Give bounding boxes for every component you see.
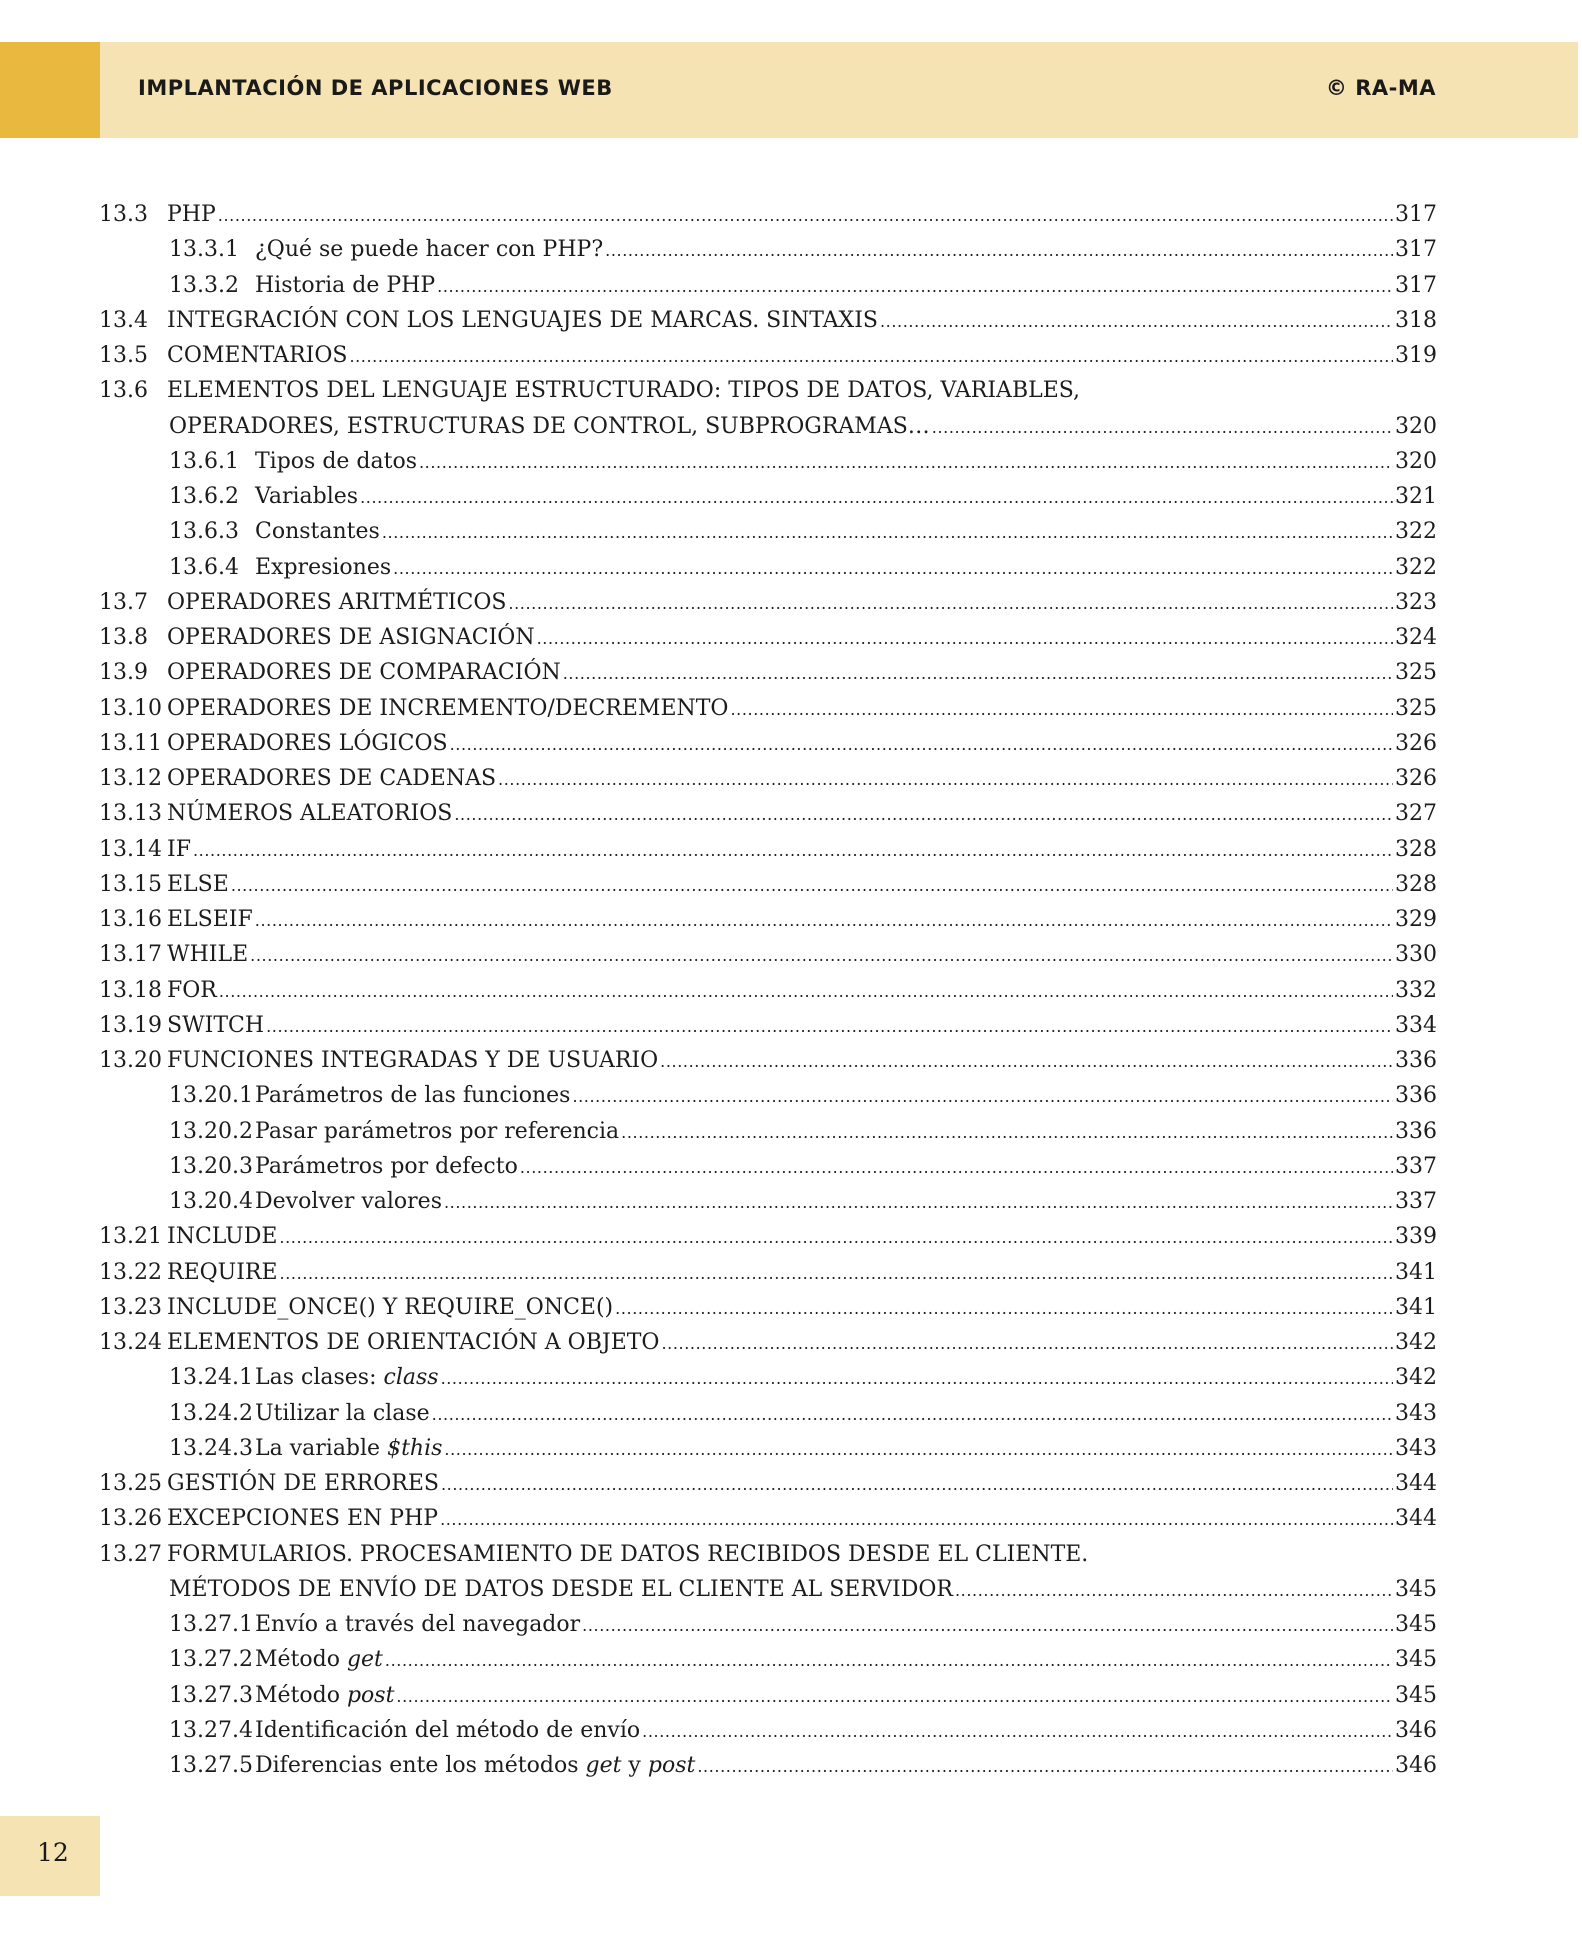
toc-entry-page: 321 — [1395, 484, 1437, 509]
toc-entry-text: Constantes — [255, 519, 380, 545]
toc-entry-text: OPERADORES ARITMÉTICOS — [167, 589, 507, 615]
dot-leader — [393, 550, 1393, 585]
dot-leader — [454, 796, 1393, 831]
toc-entry — [99, 197, 1437, 232]
toc-entry-number: 13.21 — [99, 1224, 162, 1250]
toc-entry-title — [167, 867, 229, 902]
toc-entry-text: INTEGRACIÓN CON LOS LENGUAJES DE MARCAS. SINTAXIS — [167, 307, 878, 333]
toc-entry-page: 345 — [1395, 1612, 1437, 1637]
toc-entry-text: OPERADORES LÓGICOS — [167, 730, 448, 756]
toc-entry-text: La variable — [255, 1435, 388, 1461]
dot-leader — [661, 1325, 1393, 1360]
toc-entry-italic: class — [383, 1365, 439, 1391]
dot-leader — [231, 867, 1393, 902]
toc-entry-page: 339 — [1395, 1224, 1437, 1250]
toc-entry — [99, 1149, 1437, 1184]
toc-entry-italic: get — [346, 1647, 383, 1673]
toc-entry-text: Tipos de datos — [255, 448, 417, 474]
toc-entry-page: 325 — [1395, 695, 1437, 721]
toc-entry-page: 346 — [1395, 1717, 1437, 1743]
dot-leader — [498, 761, 1393, 796]
toc-entry — [99, 1255, 1437, 1290]
toc-entry-number: 13.11 — [99, 730, 162, 756]
toc-entry-number: 13.12 — [99, 766, 162, 791]
toc-entry-number: 13.18 — [99, 977, 162, 1003]
toc-entry-text: Pasar parámetros por referencia — [255, 1118, 620, 1144]
toc-entry-title — [167, 1043, 658, 1078]
toc-entry — [99, 1713, 1437, 1748]
toc-entry-text: ELSE — [167, 871, 229, 897]
toc-entry-text: Devolver valores — [255, 1189, 442, 1214]
toc-entry-page: 345 — [1395, 1576, 1437, 1602]
toc-entry-number: 13.8 — [99, 625, 148, 650]
page-number: 12 — [37, 1838, 69, 1867]
toc-entry — [99, 1078, 1437, 1113]
publisher-mark: © RA-MA — [1325, 76, 1436, 100]
toc-entry — [99, 338, 1437, 373]
toc-entry-title — [255, 268, 435, 303]
toc-entry-page: 337 — [1395, 1189, 1437, 1214]
toc-entry-number: 13.3 — [99, 202, 148, 227]
toc-entry-title — [255, 479, 358, 514]
toc-entry-title — [167, 937, 248, 972]
dot-leader — [349, 338, 1393, 373]
toc-entry-text: MÉTODOS DE ENVÍO DE DATOS DESDE EL CLIENTE AL SERVIDOR — [169, 1576, 953, 1602]
toc-entry — [99, 1114, 1437, 1149]
toc-entry-number: 13.7 — [99, 589, 148, 615]
dot-leader — [385, 1642, 1393, 1677]
toc-entry — [99, 1431, 1437, 1466]
toc-entry-title — [167, 1325, 659, 1360]
toc-entry-title — [167, 303, 878, 338]
toc-entry-number: 13.24.1 — [169, 1365, 253, 1391]
toc-entry-text: INCLUDE — [167, 1224, 278, 1250]
dot-leader — [432, 1396, 1393, 1431]
dot-leader — [615, 1290, 1393, 1325]
toc-entry-italic: post — [346, 1682, 395, 1708]
toc-entry-page: 328 — [1395, 871, 1437, 897]
toc-entry-text: Expresiones — [255, 554, 392, 580]
toc-entry-number: 13.22 — [99, 1259, 162, 1285]
toc-entry — [99, 479, 1437, 514]
dot-leader — [660, 1043, 1393, 1078]
toc-entry-page: 330 — [1395, 942, 1437, 968]
toc-entry-number: 13.5 — [99, 343, 148, 368]
toc-entry-title — [255, 1360, 439, 1395]
toc-entry-page: 317 — [1395, 272, 1437, 298]
toc-entry-page: 334 — [1395, 1012, 1437, 1038]
toc-entry-number: 13.27.2 — [169, 1647, 253, 1673]
toc-entry — [99, 268, 1437, 303]
toc-entry-title — [255, 1078, 570, 1113]
dot-leader — [605, 232, 1393, 267]
dot-leader — [218, 197, 1393, 232]
toc-entry-number: 13.6.1 — [169, 448, 239, 474]
toc-entry-page: 327 — [1395, 801, 1437, 827]
toc-entry-text: ELEMENTOS DEL LENGUAJE ESTRUCTURADO: TIPOS DE DATOS, VARIABLES, — [167, 378, 1081, 404]
toc-entry-number: 13.6 — [99, 378, 148, 404]
toc-entry-text: OPERADORES, ESTRUCTURAS DE CONTROL, SUBPROGRAMAS… — [169, 413, 930, 439]
toc-entry-title — [167, 796, 452, 831]
toc-entry-title — [167, 832, 191, 867]
toc-entry-page: 332 — [1395, 977, 1437, 1003]
toc-entry-title — [167, 902, 253, 937]
toc-entry-number: 13.20.4 — [169, 1189, 253, 1214]
toc-entry — [99, 1537, 1437, 1572]
toc-entry-page: 326 — [1395, 730, 1437, 756]
toc-entry-page: 320 — [1395, 448, 1437, 474]
dot-leader — [396, 1678, 1393, 1713]
toc-entry-title — [167, 761, 496, 796]
toc-entry-number: 13.20.1 — [169, 1083, 253, 1109]
toc-entry — [99, 796, 1437, 831]
toc-entry-text: EXCEPCIONES EN PHP — [167, 1506, 439, 1532]
toc-entry-number: 13.3.2 — [169, 272, 239, 298]
toc-entry-text: COMENTARIOS — [167, 343, 348, 368]
toc-entry-page: 336 — [1395, 1048, 1437, 1073]
toc-entry-number: 13.3.1 — [169, 237, 239, 263]
toc-entry-text: Parámetros por defecto — [255, 1153, 518, 1179]
dot-leader — [279, 1219, 1393, 1254]
toc-entry-text: Parámetros de las funciones — [255, 1083, 571, 1109]
toc-entry-page: 336 — [1395, 1083, 1437, 1109]
toc-entry — [99, 1748, 1437, 1783]
toc-entry-title — [167, 373, 1080, 408]
toc-entry-title — [167, 1501, 438, 1536]
toc-entry-page: 345 — [1395, 1682, 1437, 1708]
toc-entry-text: SWITCH — [167, 1012, 265, 1038]
toc-entry-number: 13.20.2 — [169, 1118, 253, 1144]
toc-entry — [99, 1607, 1437, 1642]
toc-entry — [99, 585, 1437, 620]
toc-entry — [99, 1290, 1437, 1325]
dot-leader — [450, 726, 1393, 761]
toc-entry-number: 13.14 — [99, 836, 162, 862]
toc-entry-title — [167, 1537, 1088, 1572]
toc-entry-title — [255, 1748, 695, 1783]
toc-entry-title — [255, 1184, 442, 1219]
toc-entry-text: FUNCIONES INTEGRADAS Y DE USUARIO — [167, 1048, 659, 1073]
toc-entry-title — [167, 1290, 613, 1325]
dot-leader — [441, 1360, 1393, 1395]
dot-leader — [255, 902, 1393, 937]
dot-leader — [280, 1255, 1393, 1290]
dot-leader — [193, 832, 1393, 867]
toc-entry-text: Identificación del método de envío — [255, 1717, 641, 1743]
dot-leader — [444, 1184, 1393, 1219]
toc-entry — [99, 1642, 1437, 1677]
toc-entry-title — [167, 1008, 264, 1043]
toc-entry-title — [255, 1396, 430, 1431]
dot-leader — [219, 973, 1393, 1008]
toc-entry-text: OPERADORES DE INCREMENTO/DECREMENTO — [167, 695, 729, 721]
toc-entry-number: 13.24.3 — [169, 1435, 253, 1461]
dot-leader — [441, 1466, 1393, 1501]
toc-entry-number: 13.4 — [99, 307, 148, 333]
toc-entry-text: INCLUDE_ONCE() Y REQUIRE_ONCE() — [167, 1294, 614, 1320]
toc-entry-number: 13.6.2 — [169, 484, 239, 509]
dot-leader — [621, 1114, 1393, 1149]
toc-entry-page: 344 — [1395, 1471, 1437, 1496]
toc-entry-number: 13.6.4 — [169, 554, 239, 580]
toc-entry — [99, 373, 1437, 408]
toc-entry-text: NÚMEROS ALEATORIOS — [167, 801, 453, 827]
toc-entry-text: Método — [255, 1647, 347, 1673]
toc-entry-page: 344 — [1395, 1506, 1437, 1532]
toc-entry — [99, 937, 1437, 972]
toc-entry-page: 329 — [1395, 907, 1437, 932]
toc-entry-number: 13.24 — [99, 1330, 162, 1355]
toc-entry-text: OPERADORES DE ASIGNACIÓN — [167, 625, 535, 650]
toc-entry-italic: post — [647, 1753, 696, 1778]
toc-entry — [99, 514, 1437, 549]
dot-leader — [250, 937, 1393, 972]
toc-entry-page: 317 — [1395, 202, 1437, 227]
toc-entry-page: 345 — [1395, 1647, 1437, 1673]
toc-entry-page: 341 — [1395, 1294, 1437, 1320]
toc-entry-number: 13.24.2 — [169, 1400, 253, 1426]
toc-entry-number: 13.15 — [99, 871, 162, 897]
toc-entry-number: 13.23 — [99, 1294, 162, 1320]
dot-leader — [563, 655, 1393, 690]
toc-entry — [99, 761, 1437, 796]
toc-entry-text: ELEMENTOS DE ORIENTACIÓN A OBJETO — [167, 1330, 660, 1355]
toc-entry-text: IF — [167, 836, 191, 862]
toc-entry-page: 322 — [1395, 554, 1437, 580]
toc-entry — [99, 1008, 1437, 1043]
toc-entry-number: 13.27.1 — [169, 1612, 253, 1637]
toc-entry-title — [255, 550, 391, 585]
dot-leader — [508, 585, 1393, 620]
toc-entry-title — [167, 1466, 439, 1501]
toc-entry — [99, 1678, 1437, 1713]
dot-leader — [955, 1572, 1393, 1607]
toc-entry-title — [167, 726, 448, 761]
toc-entry — [99, 1360, 1437, 1395]
toc-entry-text: ELSEIF — [167, 907, 253, 932]
toc-entry-title — [167, 691, 728, 726]
toc-entry — [99, 409, 1437, 444]
dot-leader — [572, 1078, 1393, 1113]
toc-entry-title — [169, 1572, 953, 1607]
toc-entry-title — [255, 514, 380, 549]
toc-entry-number: 13.9 — [99, 660, 148, 686]
toc-entry-title — [169, 409, 930, 444]
toc-entry-text: Envío a través del navegador — [255, 1612, 581, 1637]
toc-entry-number: 13.25 — [99, 1471, 162, 1496]
toc-entry-title — [255, 1678, 394, 1713]
toc-entry-number: 13.20 — [99, 1048, 162, 1073]
toc-entry-title — [255, 232, 603, 267]
toc-entry-number: 13.26 — [99, 1506, 162, 1532]
toc-entry — [99, 1325, 1437, 1360]
toc-entry-title — [255, 444, 417, 479]
toc-entry — [99, 1466, 1437, 1501]
toc-entry-title — [167, 585, 506, 620]
toc-entry-title — [255, 1149, 518, 1184]
toc-entry — [99, 973, 1437, 1008]
toc-entry-page: 343 — [1395, 1400, 1437, 1426]
toc-entry-page: 325 — [1395, 660, 1437, 686]
toc-entry-page: 317 — [1395, 237, 1437, 263]
dot-leader — [582, 1607, 1393, 1642]
toc-entry-page: 319 — [1395, 343, 1437, 368]
toc-entry-text: OPERADORES DE COMPARACIÓN — [167, 660, 561, 686]
toc-entry-text: OPERADORES DE CADENAS — [167, 766, 497, 791]
toc-entry-text: Las clases: — [255, 1365, 384, 1391]
toc-entry — [99, 691, 1437, 726]
toc-entry-title — [255, 1114, 619, 1149]
toc-entry-title — [167, 338, 347, 373]
toc-entry-page: 342 — [1395, 1330, 1437, 1355]
toc-entry-title — [255, 1431, 442, 1466]
toc-entry-page: 326 — [1395, 766, 1437, 791]
toc-entry-page: 341 — [1395, 1259, 1437, 1285]
dot-leader — [419, 444, 1393, 479]
toc-entry-number: 13.27 — [99, 1541, 162, 1567]
toc-entry-page: 324 — [1395, 625, 1437, 650]
toc-entry-title — [255, 1607, 580, 1642]
toc-entry-number: 13.10 — [99, 695, 162, 721]
dot-leader — [437, 268, 1393, 303]
toc-entry — [99, 1572, 1437, 1607]
toc-entry — [99, 902, 1437, 937]
toc-entry — [99, 867, 1437, 902]
toc-entry-title — [167, 1219, 277, 1254]
toc-entry-number: 13.6.3 — [169, 519, 239, 545]
toc-entry-page: 318 — [1395, 307, 1437, 333]
dot-leader — [266, 1008, 1393, 1043]
toc-entry — [99, 1501, 1437, 1536]
dot-leader — [440, 1501, 1393, 1536]
dot-leader — [697, 1748, 1393, 1783]
toc-entry — [99, 832, 1437, 867]
toc-entry — [99, 1184, 1437, 1219]
toc-entry-title — [167, 973, 217, 1008]
toc-entry-text: FOR — [167, 977, 217, 1003]
toc-entry-text: ¿Qué se puede hacer con PHP? — [255, 237, 604, 263]
toc-entry-text: FORMULARIOS. PROCESAMIENTO DE DATOS RECIBIDOS DESDE EL CLIENTE. — [167, 1541, 1089, 1567]
toc-entry-title — [167, 197, 216, 232]
toc-entry-number: 13.27.4 — [169, 1717, 253, 1743]
toc-entry-title — [167, 655, 561, 690]
toc-entry-italic: get — [585, 1753, 622, 1778]
toc-entry-text: Método — [255, 1682, 347, 1708]
toc-entry — [99, 620, 1437, 655]
dot-leader — [642, 1713, 1393, 1748]
toc-entry-page: 336 — [1395, 1118, 1437, 1144]
toc-entry — [99, 1396, 1437, 1431]
dot-leader — [520, 1149, 1393, 1184]
toc-entry-text: WHILE — [167, 942, 249, 968]
dot-leader — [880, 303, 1393, 338]
toc-entry-page: 323 — [1395, 589, 1437, 615]
toc-entry-number: 13.27.3 — [169, 1682, 253, 1708]
toc-entry-title — [167, 1255, 278, 1290]
dot-leader — [444, 1431, 1393, 1466]
toc-entry-text: Utilizar la clase — [255, 1400, 430, 1426]
header-accent-block — [0, 42, 100, 138]
toc-entry-page: 322 — [1395, 519, 1437, 545]
toc-entry-text: y — [621, 1753, 648, 1778]
toc-entry-italic: $this — [387, 1435, 443, 1461]
toc-entry — [99, 1043, 1437, 1078]
toc-entry-number: 13.17 — [99, 942, 162, 968]
book-title: IMPLANTACIÓN DE APLICACIONES WEB — [138, 76, 613, 100]
toc-entry-number: 13.13 — [99, 801, 162, 827]
toc-entry — [99, 550, 1437, 585]
toc-entry-page: 346 — [1395, 1753, 1437, 1778]
dot-leader — [730, 691, 1393, 726]
toc-entry-text: GESTIÓN DE ERRORES — [167, 1471, 439, 1496]
toc-entry-page: 328 — [1395, 836, 1437, 862]
toc-entry — [99, 232, 1437, 267]
toc-entry-number: 13.20.3 — [169, 1153, 253, 1179]
toc-entry — [99, 303, 1437, 338]
toc-entry-text: PHP — [167, 202, 216, 227]
toc-entry-page: 337 — [1395, 1153, 1437, 1179]
toc-entry — [99, 444, 1437, 479]
dot-leader — [360, 479, 1393, 514]
toc-entry-title — [255, 1713, 640, 1748]
dot-leader — [537, 620, 1393, 655]
dot-leader — [382, 514, 1393, 549]
toc-entry-text: REQUIRE — [167, 1259, 278, 1285]
table-of-contents — [99, 197, 1437, 1783]
toc-entry — [99, 1219, 1437, 1254]
toc-entry-page: 320 — [1395, 413, 1437, 439]
toc-entry — [99, 655, 1437, 690]
toc-entry-text: Historia de PHP — [255, 272, 436, 298]
toc-entry-number: 13.19 — [99, 1012, 162, 1038]
toc-entry-number: 13.27.5 — [169, 1753, 253, 1778]
toc-entry — [99, 726, 1437, 761]
toc-entry-title — [255, 1642, 383, 1677]
toc-entry-text: Diferencias ente los métodos — [255, 1753, 586, 1778]
toc-entry-number: 13.16 — [99, 907, 162, 932]
toc-entry-page: 343 — [1395, 1435, 1437, 1461]
toc-entry-title — [167, 620, 535, 655]
dot-leader — [932, 409, 1393, 444]
toc-entry-page: 342 — [1395, 1365, 1437, 1391]
toc-entry-text: Variables — [255, 484, 359, 509]
